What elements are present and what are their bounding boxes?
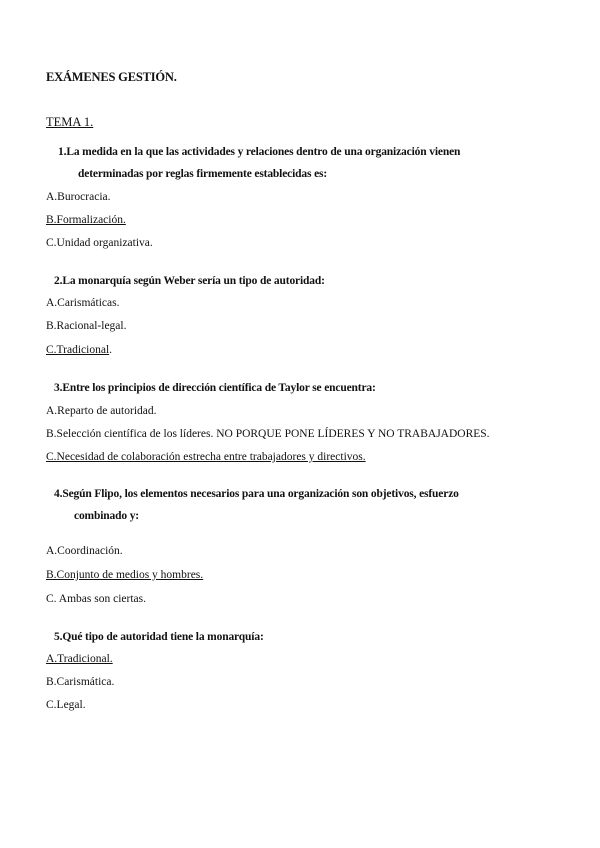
question-4-line-1: 4.Según Flipo, los elementos necesarios para una organización son objetivos, esfuerzo <box>54 488 459 500</box>
question-2 <box>54 270 325 292</box>
question-5-option-c: C.Legal. <box>46 699 86 711</box>
topic-heading: TEMA 1. <box>46 115 94 129</box>
question-4-line-2: combinado y: <box>74 510 139 522</box>
question-1 <box>58 141 460 185</box>
page-title: EXÁMENES GESTIÓN. <box>46 70 177 84</box>
question-1-option-b-correct: B.Formalización. <box>46 214 126 226</box>
question-1-option-c: C.Unidad organizativa. <box>46 237 153 249</box>
question-5-option-a-correct: A.Tradicional. <box>46 653 113 665</box>
question-1-line-2: determinadas por reglas firmemente establecidas es: <box>78 168 328 180</box>
question-3-option-c-correct: C.Necesidad de colaboración estrecha entre trabajadores y directivos. <box>46 451 366 463</box>
question-4-option-a: A.Coordinación. <box>46 545 123 557</box>
question-4-option-b-correct: B.Conjunto de medios y hombres. <box>46 569 204 581</box>
question-2-option-c-row <box>46 342 112 358</box>
question-3-line-1: 3.Entre los principios de dirección científica de Taylor se encuentra: <box>54 382 376 394</box>
question-2-option-c-period: . <box>109 344 113 356</box>
question-2-option-b: B.Racional-legal. <box>46 320 127 332</box>
question-2-line-1: 2.La monarquía según Weber sería un tipo de autoridad: <box>54 275 325 287</box>
question-1-line-1: 1.La medida en la que las actividades y relaciones dentro de una organización vienen <box>58 146 461 158</box>
question-4 <box>54 483 459 527</box>
question-5-option-b: B.Carismática. <box>46 676 115 688</box>
question-5-line-1: 5.Qué tipo de autoridad tiene la monarquía: <box>54 631 264 643</box>
question-2-option-a: A.Carismáticas. <box>46 297 120 309</box>
question-1-option-a: A.Burocracia. <box>46 191 111 203</box>
question-3-option-a: A.Reparto de autoridad. <box>46 405 157 417</box>
question-3-option-b: B.Selección científica de los líderes. NO PORQUE PONE LÍDERES Y NO TRABAJADORES. <box>46 428 490 440</box>
question-4-option-c: C. Ambas son ciertas. <box>46 593 146 605</box>
question-3 <box>54 377 376 399</box>
question-2-option-c-correct: C.Tradicional <box>46 344 110 356</box>
question-5 <box>54 626 264 648</box>
